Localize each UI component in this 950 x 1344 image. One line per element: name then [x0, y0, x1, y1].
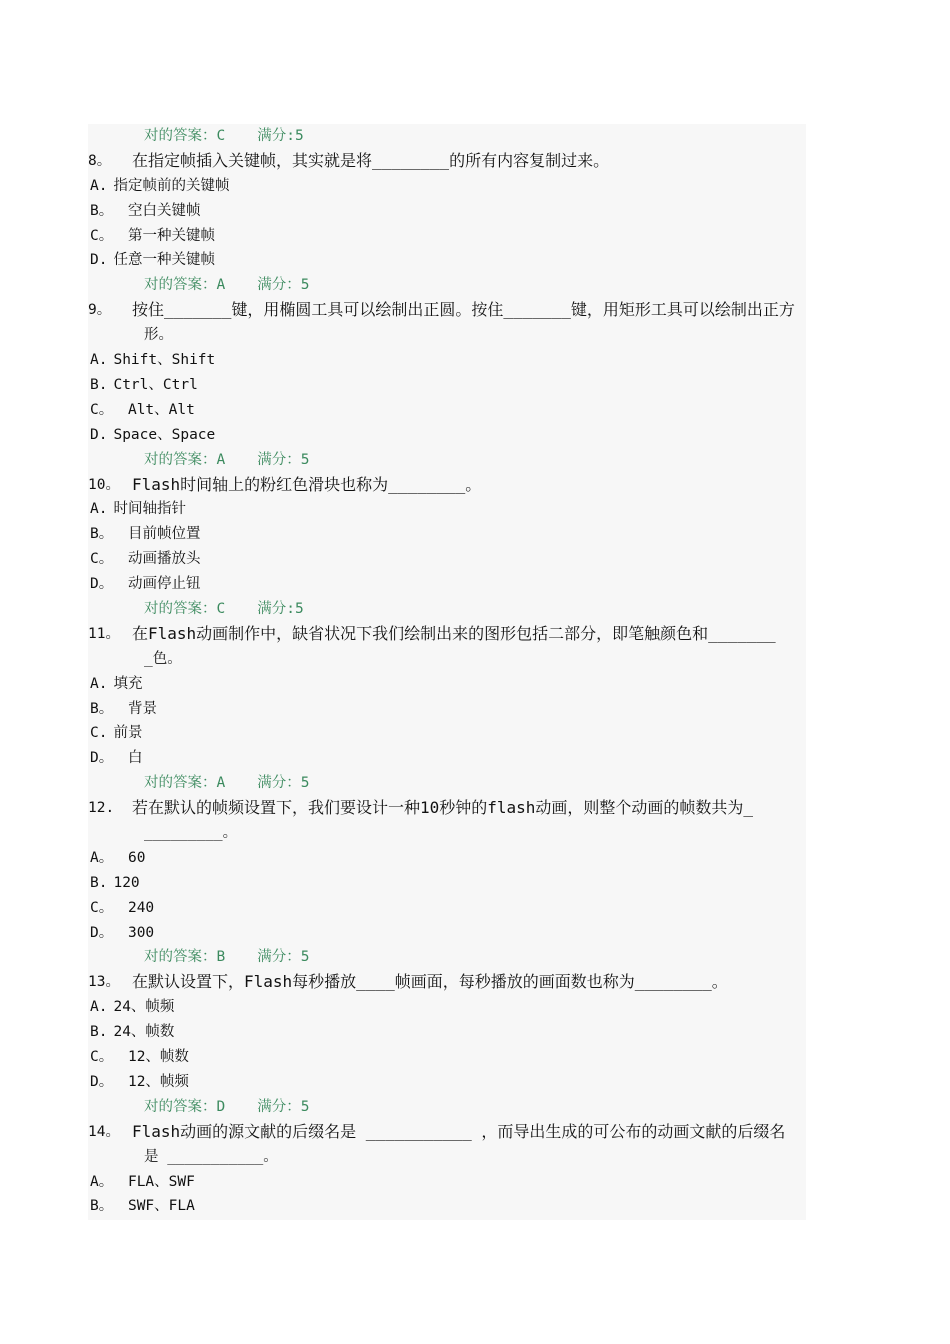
option-text: FLA、SWF — [119, 1173, 195, 1190]
question-text: 按住_______键，用椭圆工具可以绘制出正圆。按住_______键，用矩形工具可以绘制出正方 — [132, 300, 795, 320]
option-text: SWF、FLA — [119, 1198, 195, 1215]
question — [88, 298, 806, 323]
option-letter: B。 — [90, 202, 114, 219]
question-text-continued: _________。 — [144, 825, 238, 842]
answer-option — [88, 497, 806, 522]
answer-option — [88, 995, 806, 1020]
option-text: Shift、Shift — [113, 352, 216, 369]
question-number: 8。 — [88, 152, 112, 169]
question-number: 12. — [88, 800, 115, 817]
option-letter: C。 — [90, 899, 114, 916]
answer-option — [88, 896, 806, 921]
option-letter: A. — [90, 501, 108, 518]
correct-answer-line — [88, 448, 806, 473]
answer-option — [88, 1194, 806, 1219]
option-letter: B。 — [90, 526, 114, 543]
correct-answer-line — [88, 945, 806, 970]
answer-option — [88, 1070, 806, 1095]
answer-option — [88, 1020, 806, 1045]
option-letter: D. — [90, 252, 108, 269]
answer-option — [88, 547, 806, 572]
option-text: 动画停止钮 — [119, 576, 201, 593]
option-text: 120 — [113, 874, 140, 891]
option-text: 白 — [119, 750, 143, 767]
option-letter: B. — [90, 1024, 108, 1041]
option-letter: A。 — [90, 1173, 114, 1190]
question-text-continued: _色。 — [144, 650, 182, 667]
question-text: Flash时间轴上的粉红色滑块也称为________。 — [132, 474, 482, 494]
question — [88, 149, 806, 174]
correct-answer: 对的答案：C — [144, 128, 226, 144]
question-number: 9。 — [88, 302, 112, 319]
question — [88, 970, 806, 995]
option-letter: C. — [90, 725, 108, 742]
question — [88, 796, 806, 821]
correct-answer-line — [88, 273, 806, 298]
option-text: 300 — [119, 924, 155, 941]
answer-option — [88, 697, 806, 722]
answer-option — [88, 572, 806, 597]
option-letter: C。 — [90, 227, 114, 244]
option-text: 第一种关键帧 — [119, 227, 215, 244]
answer-option — [88, 248, 806, 273]
option-letter: D。 — [90, 750, 114, 767]
answer-option — [88, 871, 806, 896]
question-text: 在Flash动画制作中，缺省状况下我们绘制出来的图形包括二部分，即笔触颜色和_______ — [132, 623, 776, 643]
question — [88, 622, 806, 647]
option-text: 时间轴指针 — [113, 501, 186, 518]
question-text: 在默认设置下，Flash每秒播放____帧画面，每秒播放的画面数也称为________。 — [132, 972, 728, 992]
option-letter: C。 — [90, 551, 114, 568]
question-text-continued: 是 ___________。 — [144, 1148, 278, 1165]
option-letter: B. — [90, 376, 108, 393]
answer-option — [88, 1170, 806, 1195]
question — [88, 1120, 806, 1145]
correct-answer: 对的答案：A — [144, 451, 226, 468]
option-letter: A. — [90, 675, 108, 692]
question-text-continued: 形。 — [144, 327, 173, 344]
option-text: 填充 — [113, 675, 143, 692]
correct-answer: 对的答案：A — [144, 775, 226, 792]
option-text: Alt、Alt — [119, 401, 195, 418]
option-text: Ctrl、Ctrl — [113, 376, 198, 393]
answer-option — [88, 921, 806, 946]
option-text: 目前帧位置 — [119, 526, 201, 543]
question-text: 若在默认的帧频设置下，我们要设计一种10秒钟的flash动画，则整个动画的帧数共为_ — [132, 798, 754, 818]
answer-option — [88, 846, 806, 871]
option-text: 动画播放头 — [119, 551, 201, 568]
question-number: 11。 — [88, 625, 120, 642]
full-score: 满分:5 — [257, 128, 304, 144]
question-text: 在指定帧插入关键帧，其实就是将________的所有内容复制过来。 — [132, 150, 610, 170]
option-letter: C。 — [90, 401, 114, 418]
option-letter: A. — [90, 177, 108, 194]
option-text: 60 — [119, 849, 146, 866]
answer-option — [88, 174, 806, 199]
answer-option — [88, 423, 806, 448]
option-letter: D. — [90, 426, 108, 443]
answer-option — [88, 672, 806, 697]
option-text: 背景 — [119, 700, 157, 717]
option-text: 24、帧频 — [113, 999, 175, 1016]
option-text: 12、帧数 — [119, 1049, 189, 1066]
option-letter: B。 — [90, 700, 114, 717]
correct-answer: 对的答案：C — [144, 600, 226, 617]
question-text: Flash动画的源文献的后缀名是 ___________ ，而导出生成的可公布的动画文献的后缀名 — [132, 1121, 786, 1141]
full-score: 满分：5 — [257, 949, 310, 966]
question-number: 13。 — [88, 974, 120, 991]
full-score: 满分：5 — [257, 277, 310, 294]
option-letter: B。 — [90, 1198, 114, 1215]
option-text: 前景 — [113, 725, 143, 742]
option-letter: C。 — [90, 1049, 114, 1066]
option-text: 空白关键帧 — [119, 202, 201, 219]
answer-option — [88, 373, 806, 398]
option-letter: A. — [90, 352, 108, 369]
correct-answer: 对的答案：A — [144, 277, 226, 294]
correct-answer: 对的答案：B — [144, 949, 226, 966]
option-text: 指定帧前的关键帧 — [113, 177, 230, 194]
question-number: 14。 — [88, 1123, 120, 1140]
option-letter: D。 — [90, 924, 114, 941]
option-letter: A。 — [90, 849, 114, 866]
answer-option — [88, 224, 806, 249]
answer-option — [88, 199, 806, 224]
answer-option — [88, 746, 806, 771]
answer-option — [88, 398, 806, 423]
answer-option — [88, 721, 806, 746]
full-score: 满分：5 — [257, 1098, 310, 1115]
question-number: 10。 — [88, 476, 120, 493]
option-letter: B. — [90, 874, 108, 891]
option-text: 240 — [119, 899, 155, 916]
option-letter: A. — [90, 999, 108, 1016]
option-letter: D。 — [90, 1073, 114, 1090]
answer-option — [88, 1045, 806, 1070]
correct-answer-line — [88, 771, 806, 796]
correct-answer-line — [88, 124, 806, 149]
correct-answer-line — [88, 597, 806, 622]
answer-option — [88, 522, 806, 547]
option-text: 12、帧频 — [119, 1073, 189, 1090]
question — [88, 473, 806, 498]
option-text: 24、帧数 — [113, 1024, 175, 1041]
option-letter: D。 — [90, 576, 114, 593]
option-text: Space、Space — [113, 426, 216, 443]
full-score: 满分:5 — [257, 600, 304, 617]
correct-answer: 对的答案：D — [144, 1098, 226, 1115]
option-text: 任意一种关键帧 — [113, 252, 215, 269]
answer-option — [88, 348, 806, 373]
full-score: 满分：5 — [257, 775, 310, 792]
full-score: 满分：5 — [257, 451, 310, 468]
quiz-content — [88, 124, 806, 1220]
correct-answer-line — [88, 1095, 806, 1120]
